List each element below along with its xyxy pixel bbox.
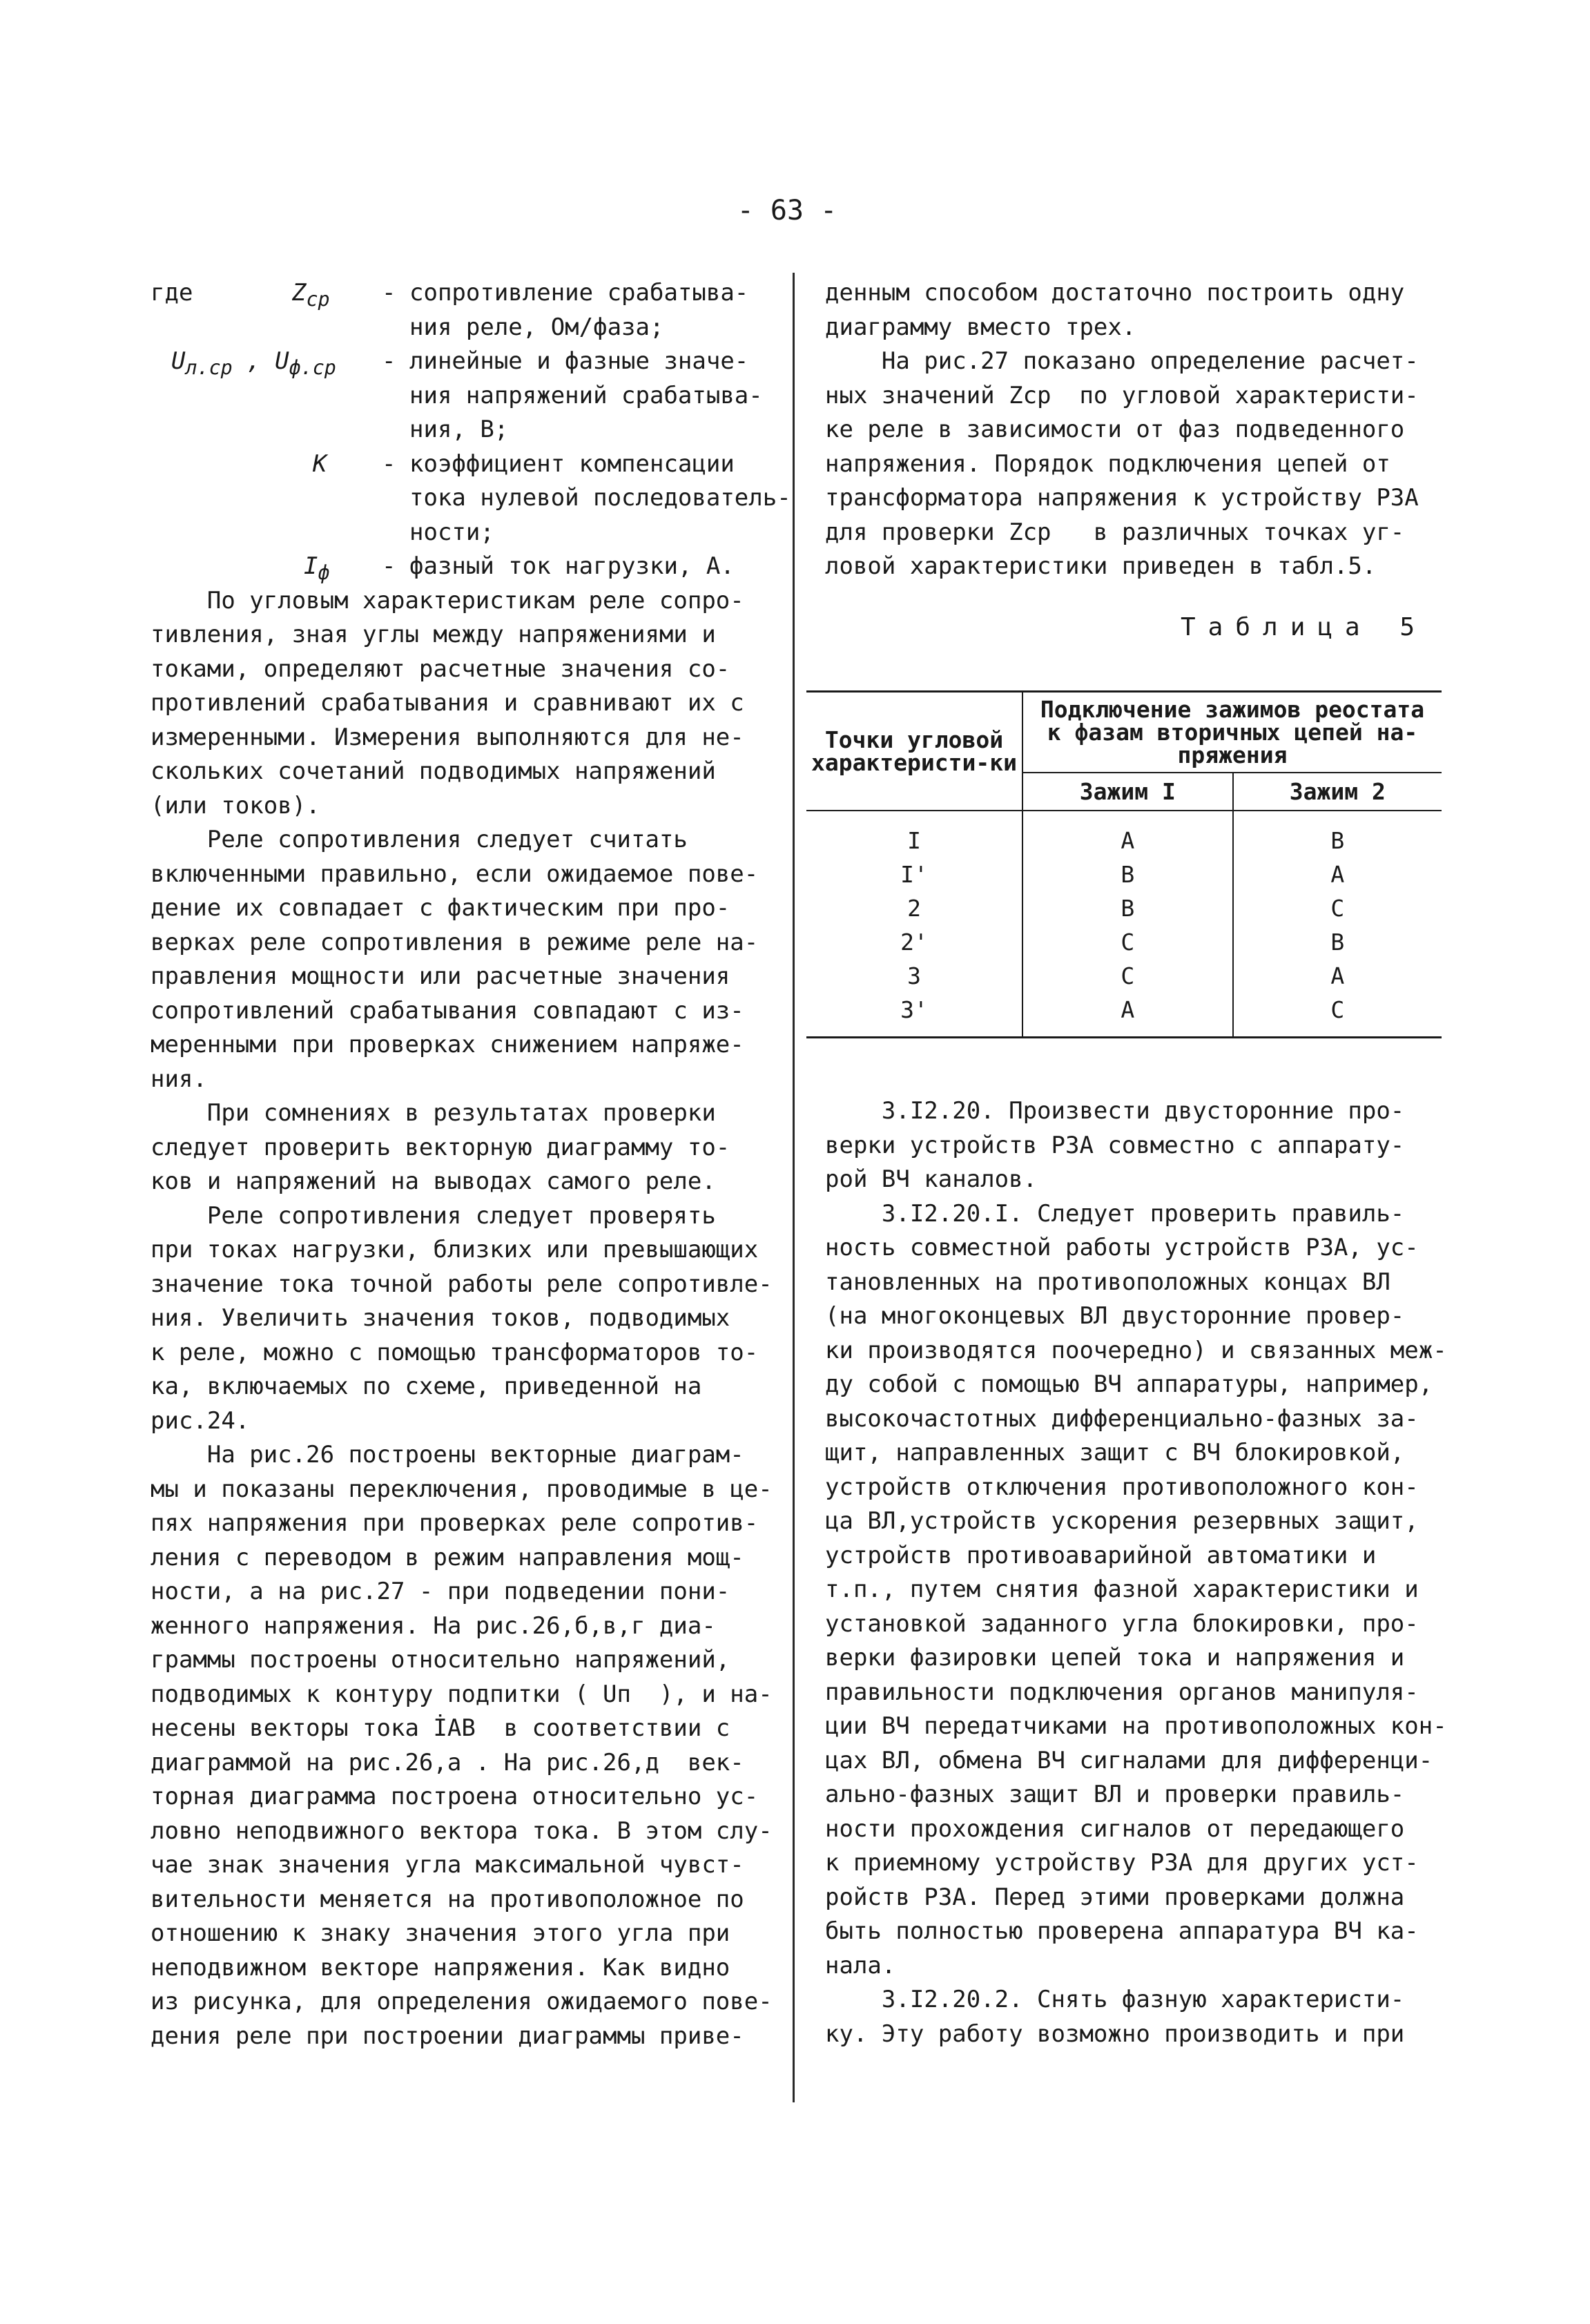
definition-row: [151, 413, 772, 447]
definition-term: K: [313, 449, 327, 478]
definition-text: фазный ток нагрузки, А.: [409, 552, 735, 580]
text-line: установкой заданного угла блокировки, про-: [825, 1609, 1419, 1638]
text-line: из рисунка, для определения ожидаемого пове-: [151, 1988, 773, 2015]
definition-dash: -: [382, 347, 396, 375]
text-line: (на многоконцевых ВЛ двусторонние провер-: [825, 1302, 1405, 1330]
text-line: женного напряжения. На рис.26,б,в,г диа-: [151, 1611, 716, 1640]
table-cell: B: [1022, 891, 1233, 925]
left-column: [151, 276, 791, 2053]
table-row: [806, 811, 1442, 858]
text-line: ния.: [151, 1065, 207, 1093]
column-divider: [793, 273, 795, 2102]
table-cell: I': [806, 858, 1022, 891]
text-line: ков и напряжений на выводах самого реле.: [151, 1168, 716, 1195]
table-row: [806, 891, 1442, 925]
text-line: ловно неподвижного вектора тока. В этом слу-: [151, 1817, 773, 1845]
text-line: Реле сопротивления следует считать: [151, 826, 688, 853]
text-line: скольких сочетаний подводимых напряжений: [151, 757, 716, 785]
definition-row: [151, 276, 772, 311]
text-line: меренными при проверках снижением напряже-: [151, 1031, 744, 1058]
table-header-points: Точки угловой характеристи-ки: [806, 692, 1022, 811]
text-line: рой ВЧ каналов.: [825, 1165, 1038, 1193]
table-cell: A: [1022, 811, 1233, 858]
text-line: к приемному устройству РЗА для других уст-: [825, 1849, 1419, 1877]
text-line: включенными правильно, если ожидаемое пове-: [151, 860, 759, 888]
text-line: дения реле при построении диаграммы приве-: [151, 2022, 744, 2050]
text-line: ления с переводом в режим направления мощ-: [151, 1543, 744, 1571]
text-line: ройств РЗА. Перед этими проверками должна: [825, 1883, 1405, 1911]
table-cell: 3: [806, 959, 1022, 993]
text-line: высокочастотных дифференциально-фазных за-: [825, 1404, 1419, 1433]
text-line: ка, включаемых по схеме, приведенной на: [151, 1373, 702, 1400]
text-line: ции ВЧ передатчиками на противоположных кон-: [825, 1712, 1447, 1740]
definition-text: сопротивление срабатыва-: [409, 279, 749, 307]
text-line: токами, определяют расчетные значения со-: [151, 655, 730, 683]
text-line: диаграмму вместо трех.: [825, 313, 1136, 341]
text-line: верки фазировки цепей тока и напряжения и: [825, 1644, 1405, 1672]
text-line: 3.I2.20.I. Следует проверить правиль-: [825, 1199, 1405, 1228]
text-line: ду собой с помощью ВЧ аппаратуры, например,: [825, 1371, 1433, 1398]
text-line: тивления, зная углы между напряжениями и: [151, 621, 716, 648]
text-line: ца ВЛ,устройств ускорения резервных защит,: [825, 1507, 1419, 1535]
definition-row: [151, 516, 772, 550]
text-line: ности прохождения сигналов от передающего: [825, 1814, 1405, 1843]
text-line: щит, направленных защит с ВЧ блокировкой,: [825, 1439, 1405, 1466]
text-line: при токах нагрузки, близких или превышающих: [151, 1236, 759, 1263]
text-line: цах ВЛ, обмена ВЧ сигналами для дифференци-: [825, 1746, 1433, 1774]
table-cell: A: [1330, 962, 1345, 989]
text-line: мы и показаны переключения, проводимые в це-: [151, 1475, 773, 1503]
left-body-text: [151, 584, 772, 2054]
text-line: диаграммой на рис.26,а . На рис.26,д век-: [151, 1748, 744, 1776]
table-cell: B: [1330, 929, 1345, 956]
table-row: [806, 925, 1442, 959]
definition-text: ности;: [409, 518, 494, 546]
text-line: тановленных на противоположных концах ВЛ: [825, 1268, 1390, 1296]
definition-dash: -: [382, 552, 396, 580]
table-title: Таблица 5: [1181, 613, 1428, 641]
table-header-clamp-2: Зажим 2: [1233, 773, 1442, 811]
definition-row: [151, 550, 772, 584]
text-line: подводимых к контуру подпитки ( Uп ), и на-: [151, 1680, 773, 1708]
text-line: ности, а на рис.27 - при подведении пони-: [151, 1578, 730, 1605]
definition-text: линейные и фазные значе-: [409, 347, 749, 375]
text-line: правильности подключения органов манипуля-: [825, 1678, 1419, 1706]
text-line: На рис.27 показано определение расчет-: [825, 347, 1419, 375]
text-line: По угловым характеристикам реле сопро-: [151, 586, 744, 614]
text-line: несены векторы тока İАВ в соответствии с: [151, 1714, 730, 1742]
text-line: (или токов).: [151, 791, 320, 820]
definition-row: [151, 379, 772, 414]
text-line: устройств отключения противоположного кон-: [825, 1473, 1419, 1501]
text-line: 3.I2.20. Произвести двусторонние про-: [825, 1097, 1405, 1125]
definition-term: $Z_{ср}$: [292, 279, 330, 311]
text-line: трансформатора напряжения к устройству РЗА: [825, 484, 1419, 512]
definition-term: $U_{л.ср}$ , $U_{ф.ср}$: [171, 347, 336, 379]
table-cell: C: [1022, 925, 1233, 959]
table-header-clamp-1: Зажим I: [1022, 773, 1233, 811]
text-line: ально-фазных защит ВЛ и проверки правиль-: [825, 1781, 1405, 1808]
table-5: [806, 690, 1442, 1038]
definition-row: [151, 481, 791, 516]
text-line: ку. Эту работу возможно производить и при: [825, 2020, 1405, 2048]
text-line: ния. Увеличить значения токов, подводимых: [151, 1304, 730, 1332]
text-line: На рис.26 построены векторные диаграм-: [151, 1441, 744, 1469]
table-cell: A: [1330, 861, 1345, 888]
definition-row: [151, 345, 772, 379]
definition-term: $I_ф$: [304, 552, 330, 584]
text-line: к реле, можно с помощью трансформаторов то-: [151, 1338, 759, 1366]
text-line: денным способом достаточно построить одну: [825, 279, 1405, 307]
text-line: ки производятся поочередно) и связанных меж-: [825, 1336, 1447, 1364]
text-line: следует проверить векторную диаграмму то-: [151, 1133, 730, 1161]
table-row: [806, 993, 1442, 1038]
text-line: неподвижном векторе напряжения. Как видно: [151, 1953, 730, 1982]
text-line: рис.24.: [151, 1406, 250, 1435]
definition-lead: где: [151, 279, 193, 307]
text-line: значение тока точной работы реле сопротивле-: [151, 1270, 773, 1298]
table-cell: B: [1330, 827, 1345, 854]
text-line: Реле сопротивления следует проверять: [151, 1201, 716, 1230]
text-line: При сомнениях в результатах проверки: [151, 1099, 716, 1127]
definition-text: ния, В;: [409, 416, 509, 443]
text-line: устройств противоаварийной автоматики и: [825, 1541, 1377, 1569]
text-line: правления мощности или расчетные значения: [151, 962, 730, 990]
right-body-text-top: [825, 276, 1443, 584]
right-column-lower: [825, 1094, 1447, 2051]
definition-text: тока нулевой последователь-: [409, 484, 791, 512]
text-line: чае знак значения угла максимальной чувст-: [151, 1851, 744, 1879]
text-line: 3.I2.20.2. Снять фазную характеристи-: [825, 1986, 1405, 2013]
table-cell: B: [1022, 858, 1233, 891]
table-body: [806, 811, 1442, 1038]
definition-row: [151, 311, 772, 345]
text-line: ность совместной работы устройств РЗА, ус-: [825, 1234, 1419, 1261]
text-line: верки устройств РЗА совместно с аппарату-: [825, 1131, 1405, 1159]
right-body-text-bottom: [825, 1094, 1447, 2051]
page-number: - 63 -: [737, 195, 837, 226]
table-cell: C: [1233, 993, 1442, 1038]
text-line: верках реле сопротивления в режиме реле на-: [151, 928, 759, 956]
text-line: т.п., путем снятия фазной характеристики и: [825, 1576, 1419, 1603]
table-cell: C: [1022, 959, 1233, 993]
text-line: ке реле в зависимости от фаз подведенного: [825, 416, 1405, 443]
text-line: измеренными. Измерения выполняются для не-: [151, 723, 744, 751]
table-row: [806, 959, 1442, 993]
definition-row: [151, 447, 772, 482]
table-row: [806, 858, 1442, 891]
table-cell: A: [1022, 993, 1233, 1038]
table-cell: 3': [806, 993, 1022, 1038]
text-line: пях напряжения при проверках реле сопротив-: [151, 1509, 759, 1537]
text-line: напряжения. Порядок подключения цепей от: [825, 449, 1390, 478]
definition-text: ния реле, Ом/фаза;: [409, 313, 664, 341]
table-header-connection: Подключение зажимов реостата к фазам вторичных цепей на-пряжения: [1022, 692, 1442, 773]
text-line: ловой характеристики приведен в табл.5.: [825, 552, 1377, 580]
right-column: [825, 276, 1443, 584]
definitions-block: [151, 276, 791, 584]
text-line: отношению к знаку значения этого угла при: [151, 1919, 730, 1947]
table-cell: I: [806, 811, 1022, 858]
table-cell: 2': [806, 925, 1022, 959]
text-line: быть полностью проверена аппаратура ВЧ ка-: [825, 1917, 1419, 1945]
text-line: дение их совпадает с фактическим при про-: [151, 894, 730, 922]
definition-dash: -: [382, 449, 396, 478]
text-line: сопротивлений срабатывания совпадают с из-: [151, 996, 744, 1025]
text-line: граммы построены относительно напряжений,: [151, 1646, 730, 1674]
text-line: нала.: [825, 1951, 896, 1979]
text-line: для проверки Zср в различных точках уг-: [825, 518, 1405, 546]
text-line: торная диаграмма построена относительно ус-: [151, 1783, 759, 1810]
definition-text: ния напряжений срабатыва-: [409, 381, 763, 409]
table-cell: C: [1330, 895, 1345, 922]
definition-text: коэффициент компенсации: [409, 449, 735, 478]
text-line: вительности меняется на противоположное по: [151, 1885, 744, 1913]
definition-dash: -: [382, 279, 396, 307]
text-line: противлений срабатывания и сравнивают их с: [151, 689, 744, 717]
text-line: ных значений Zср по угловой характеристи-: [825, 381, 1419, 409]
table-cell: 2: [806, 891, 1022, 925]
